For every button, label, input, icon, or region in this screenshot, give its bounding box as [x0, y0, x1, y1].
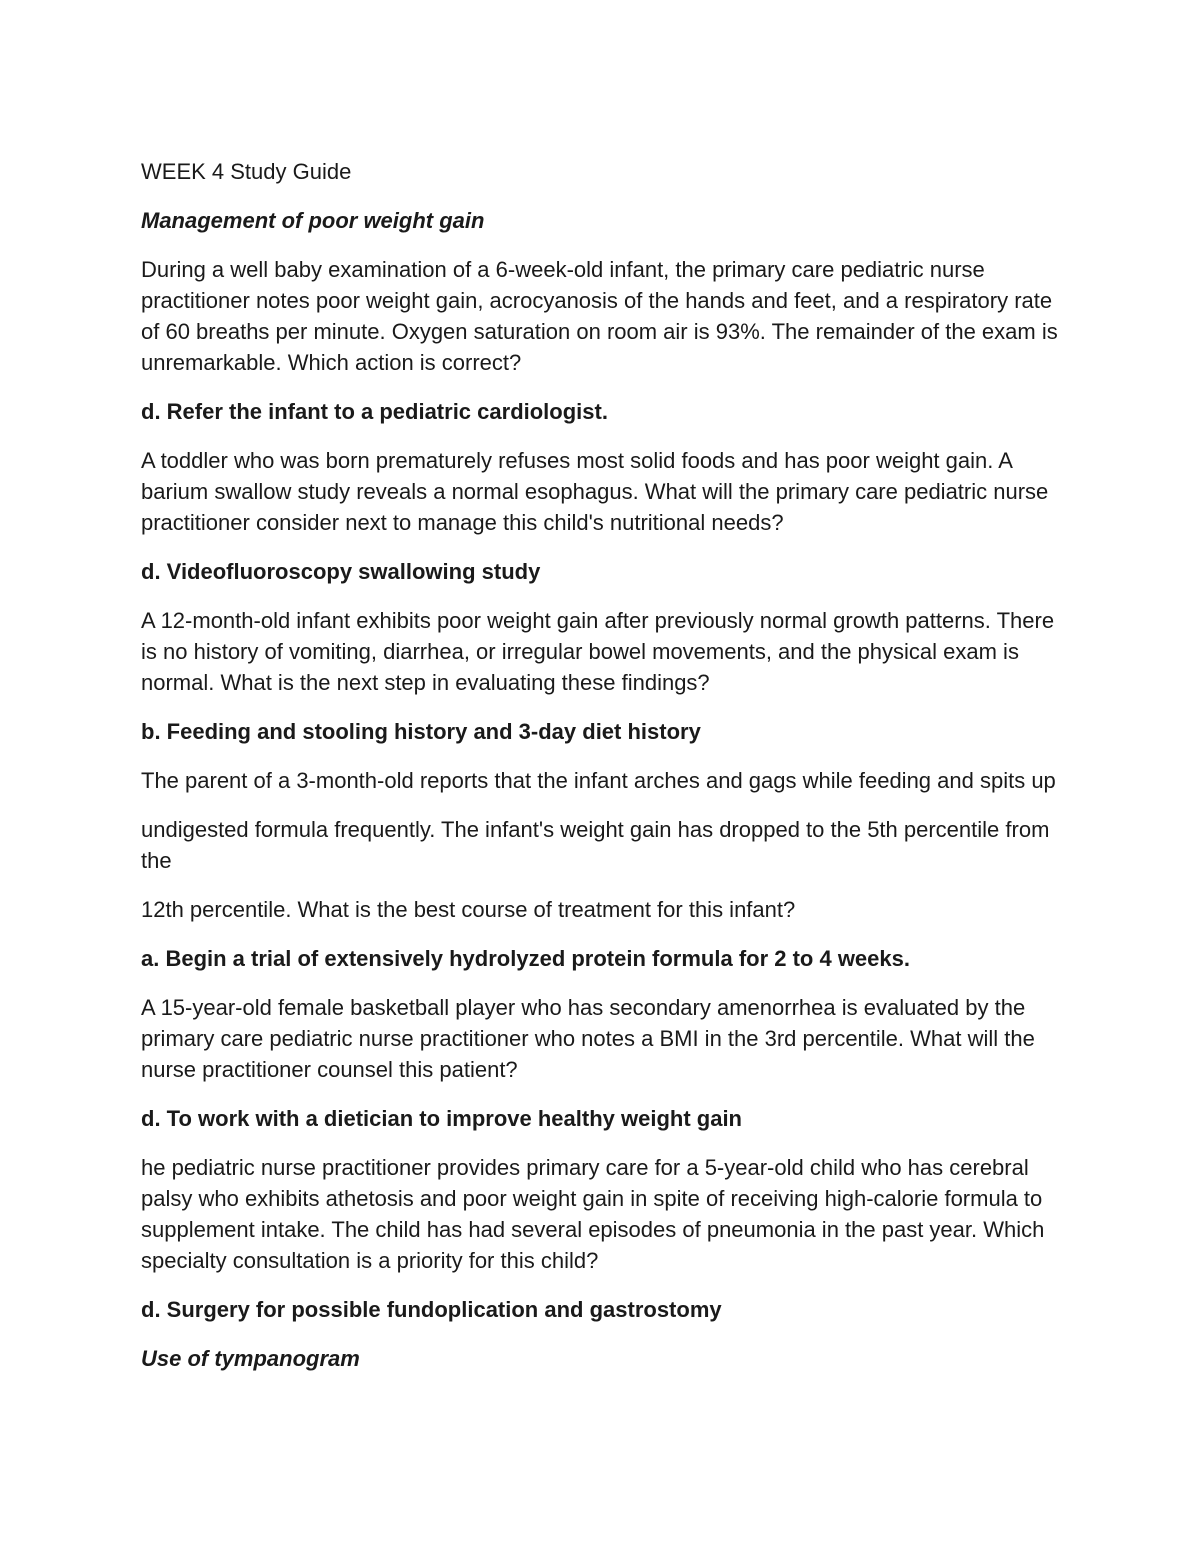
question-4-part-2: undigested formula frequently. The infant's weight gain has dropped to the 5th percentile from the [141, 817, 1050, 873]
question-5: A 15-year-old female basketball player who has secondary amenorrhea is evaluated by the primary care pediatric nurse practitioner who notes a BMI in the 3rd percentile. What will the nurse practitioner counsel this patient? [141, 995, 1035, 1082]
question-2: A toddler who was born prematurely refuses most solid foods and has poor weight gain. A barium swallow study reveals a normal esophagus. What will the primary care pediatric nurse practitioner consider next to manage this child's nutritional needs? [141, 448, 1049, 535]
answer-4: a. Begin a trial of extensively hydrolyzed protein formula for 2 to 4 weeks. [141, 946, 910, 971]
answer-6: d. Surgery for possible fundoplication and gastrostomy [141, 1297, 722, 1322]
answer-1: d. Refer the infant to a pediatric cardiologist. [141, 399, 608, 424]
document-page [141, 156, 1071, 1392]
question-1: During a well baby examination of a 6-week-old infant, the primary care pediatric nurse practitioner notes poor weight gain, acrocyanosis of the hands and feet, and a respiratory rate of 60 breaths per minute. Oxygen saturation on room air is 93%. The remainder of the exam is unremarkable. Which action is correct? [141, 257, 1058, 375]
answer-2: d. Videofluoroscopy swallowing study [141, 559, 541, 584]
answer-3: b. Feeding and stooling history and 3-day diet history [141, 719, 701, 744]
section-heading-poor-weight-gain: Management of poor weight gain [141, 208, 485, 233]
section-heading-tympanogram: Use of tympanogram [141, 1346, 360, 1371]
question-4-part-1: The parent of a 3-month-old reports that the infant arches and gags while feeding and spits up [141, 768, 1056, 793]
answer-5: d. To work with a dietician to improve healthy weight gain [141, 1106, 742, 1131]
question-3: A 12-month-old infant exhibits poor weight gain after previously normal growth patterns. There is no history of vomiting, diarrhea, or irregular bowel movements, and the physical exam is normal. What is the next step in evaluating these findings? [141, 608, 1055, 695]
question-4-part-3: 12th percentile. What is the best course of treatment for this infant? [141, 897, 796, 922]
question-6: he pediatric nurse practitioner provides primary care for a 5-year-old child who has cerebral palsy who exhibits athetosis and poor weight gain in spite of receiving high-calorie formula to supplement intake. The child has had several episodes of pneumonia in the past year. Which specialty consultation is a priority for this child? [141, 1155, 1045, 1273]
document-title: WEEK 4 Study Guide [141, 159, 352, 184]
